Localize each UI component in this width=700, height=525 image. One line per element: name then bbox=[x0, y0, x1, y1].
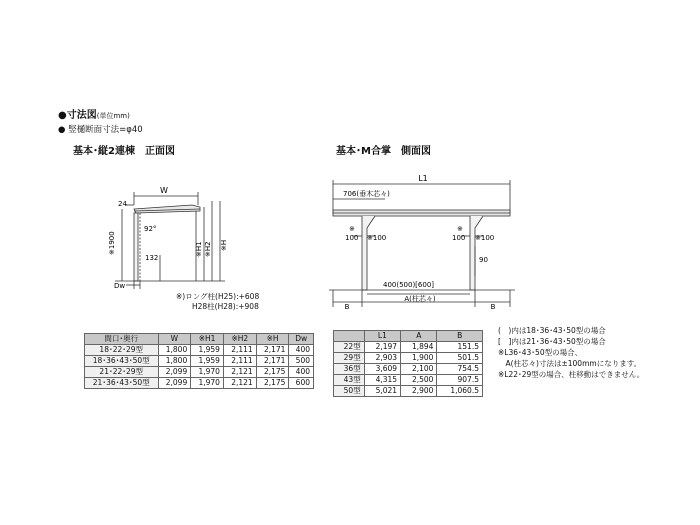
table-row bbox=[85, 345, 314, 356]
table-cell: 1,060.5 bbox=[437, 386, 483, 397]
dimension-notes bbox=[498, 325, 644, 380]
section-title bbox=[58, 106, 130, 121]
column-header: A bbox=[401, 331, 437, 342]
column-header: W bbox=[158, 334, 191, 345]
table-cell: 400 bbox=[289, 345, 314, 356]
note-line: ( )内は18･36･43･50型の場合 bbox=[498, 326, 606, 335]
table-cell: 2,111 bbox=[223, 345, 256, 356]
note-line: ※L22･29型の場合、柱移動はできません。 bbox=[498, 370, 645, 379]
table-header-row bbox=[85, 334, 314, 345]
label-sub-dims: 400(500)[600] bbox=[383, 281, 435, 289]
table-cell: 400 bbox=[289, 367, 314, 378]
table-row bbox=[85, 367, 314, 378]
table-cell: 2,121 bbox=[223, 367, 256, 378]
table-cell: 2,121 bbox=[223, 378, 256, 389]
table-cell: 907.5 bbox=[437, 375, 483, 386]
label-eave: 706(垂木芯々) bbox=[343, 190, 390, 198]
table-cell: 2,903 bbox=[364, 353, 400, 364]
note-line: A(柱芯々)寸法は±100mmになります。 bbox=[498, 359, 642, 368]
label-b: B bbox=[490, 303, 496, 311]
column-header: 間口･奥行 bbox=[85, 334, 159, 345]
label-slope: 92° bbox=[144, 225, 157, 233]
table-cell: 1,970 bbox=[191, 378, 224, 389]
side-dimension-table bbox=[333, 330, 483, 397]
table-cell: 1,970 bbox=[191, 367, 224, 378]
table-cell: 501.5 bbox=[437, 353, 483, 364]
front-note: H28柱(H28):+908 bbox=[192, 302, 259, 311]
table-cell: 1,959 bbox=[191, 356, 224, 367]
table-cell: 2,099 bbox=[158, 367, 191, 378]
label-w: W bbox=[160, 186, 168, 195]
label-100: 100 bbox=[345, 234, 359, 242]
table-cell: 2,500 bbox=[401, 375, 437, 386]
table-cell: 2,175 bbox=[256, 367, 289, 378]
table-cell: 3,609 bbox=[364, 364, 400, 375]
table-row bbox=[85, 378, 314, 389]
front-dimension-table bbox=[84, 333, 314, 389]
table-cell: 1,959 bbox=[191, 345, 224, 356]
pipe-note: ● 竪樋断面寸法=φ40 bbox=[58, 125, 143, 135]
table-header-row bbox=[334, 331, 483, 342]
column-header: ※H1 bbox=[191, 334, 224, 345]
column-header: B bbox=[437, 331, 483, 342]
table-cell: 151.5 bbox=[437, 342, 483, 353]
table-cell: 21･36･43･50型 bbox=[85, 378, 159, 389]
label-note-mark: ※ bbox=[349, 225, 355, 233]
front-note: ※)ロング柱(H25):+608 bbox=[176, 292, 260, 301]
table-cell: 2,111 bbox=[223, 356, 256, 367]
label-132: 132 bbox=[145, 254, 159, 262]
table-row bbox=[334, 342, 483, 353]
table-cell: 29型 bbox=[334, 353, 365, 364]
title-text: ●寸法図 bbox=[58, 110, 97, 121]
table-cell: 18･36･43･50型 bbox=[85, 356, 159, 367]
label-h: ※H bbox=[220, 239, 228, 251]
label-1900: ※1900 bbox=[108, 231, 116, 255]
table-row bbox=[85, 356, 314, 367]
table-row bbox=[334, 364, 483, 375]
column-header: ※H bbox=[256, 334, 289, 345]
side-view-drawing bbox=[325, 172, 525, 312]
table-cell: 21･22･29型 bbox=[85, 367, 159, 378]
table-cell: 5,021 bbox=[364, 386, 400, 397]
label-a: A(柱芯々) bbox=[404, 295, 436, 303]
label-90: 90 bbox=[479, 256, 488, 264]
label-100: 100 bbox=[452, 234, 466, 242]
table-cell: 22型 bbox=[334, 342, 365, 353]
label-h2: ※H2 bbox=[204, 241, 212, 257]
unit-text: (単位mm) bbox=[96, 112, 130, 120]
table-cell: 2,171 bbox=[256, 345, 289, 356]
front-view-notes bbox=[176, 292, 259, 312]
table-cell: 50型 bbox=[334, 386, 365, 397]
table-cell: 1,894 bbox=[401, 342, 437, 353]
label-100: ※100 bbox=[367, 234, 387, 242]
table-cell: 1,800 bbox=[158, 356, 191, 367]
table-cell: 1,900 bbox=[401, 353, 437, 364]
table-cell: 4,315 bbox=[364, 375, 400, 386]
table-cell: 600 bbox=[289, 378, 314, 389]
table-cell: 2,099 bbox=[158, 378, 191, 389]
column-header: Dw bbox=[289, 334, 314, 345]
table-cell: 43型 bbox=[334, 375, 365, 386]
label-100: ※100 bbox=[475, 234, 495, 242]
column-header: ※H2 bbox=[223, 334, 256, 345]
table-cell: 2,171 bbox=[256, 356, 289, 367]
label-l1: L1 bbox=[418, 174, 428, 183]
label-note-mark: ※ bbox=[457, 225, 463, 233]
table-cell: 18･22･29型 bbox=[85, 345, 159, 356]
table-cell: 2,175 bbox=[256, 378, 289, 389]
table-row bbox=[334, 386, 483, 397]
table-cell: 36型 bbox=[334, 364, 365, 375]
front-view-title: 基本･縦2連棟 正面図 bbox=[73, 146, 175, 157]
side-view-title: 基本･M合掌 側面図 bbox=[336, 146, 431, 157]
table-cell: 1,800 bbox=[158, 345, 191, 356]
table-cell: 2,197 bbox=[364, 342, 400, 353]
note-line: ※L36･43･50型の場合、 bbox=[498, 348, 583, 357]
table-cell: 2,900 bbox=[401, 386, 437, 397]
note-line: [ ]内は21･36･43･50型の場合 bbox=[498, 337, 606, 346]
table-cell: 500 bbox=[289, 356, 314, 367]
label-dw: Dw bbox=[114, 282, 126, 290]
table-cell: 2,100 bbox=[401, 364, 437, 375]
column-header: L1 bbox=[364, 331, 400, 342]
label-h1: ※H1 bbox=[195, 241, 203, 257]
front-view-drawing bbox=[100, 185, 240, 305]
label-b: B bbox=[344, 303, 350, 311]
table-cell: 754.5 bbox=[437, 364, 483, 375]
table-row bbox=[334, 353, 483, 364]
column-header bbox=[334, 331, 365, 342]
label-24: 24 bbox=[118, 200, 127, 208]
table-row bbox=[334, 375, 483, 386]
